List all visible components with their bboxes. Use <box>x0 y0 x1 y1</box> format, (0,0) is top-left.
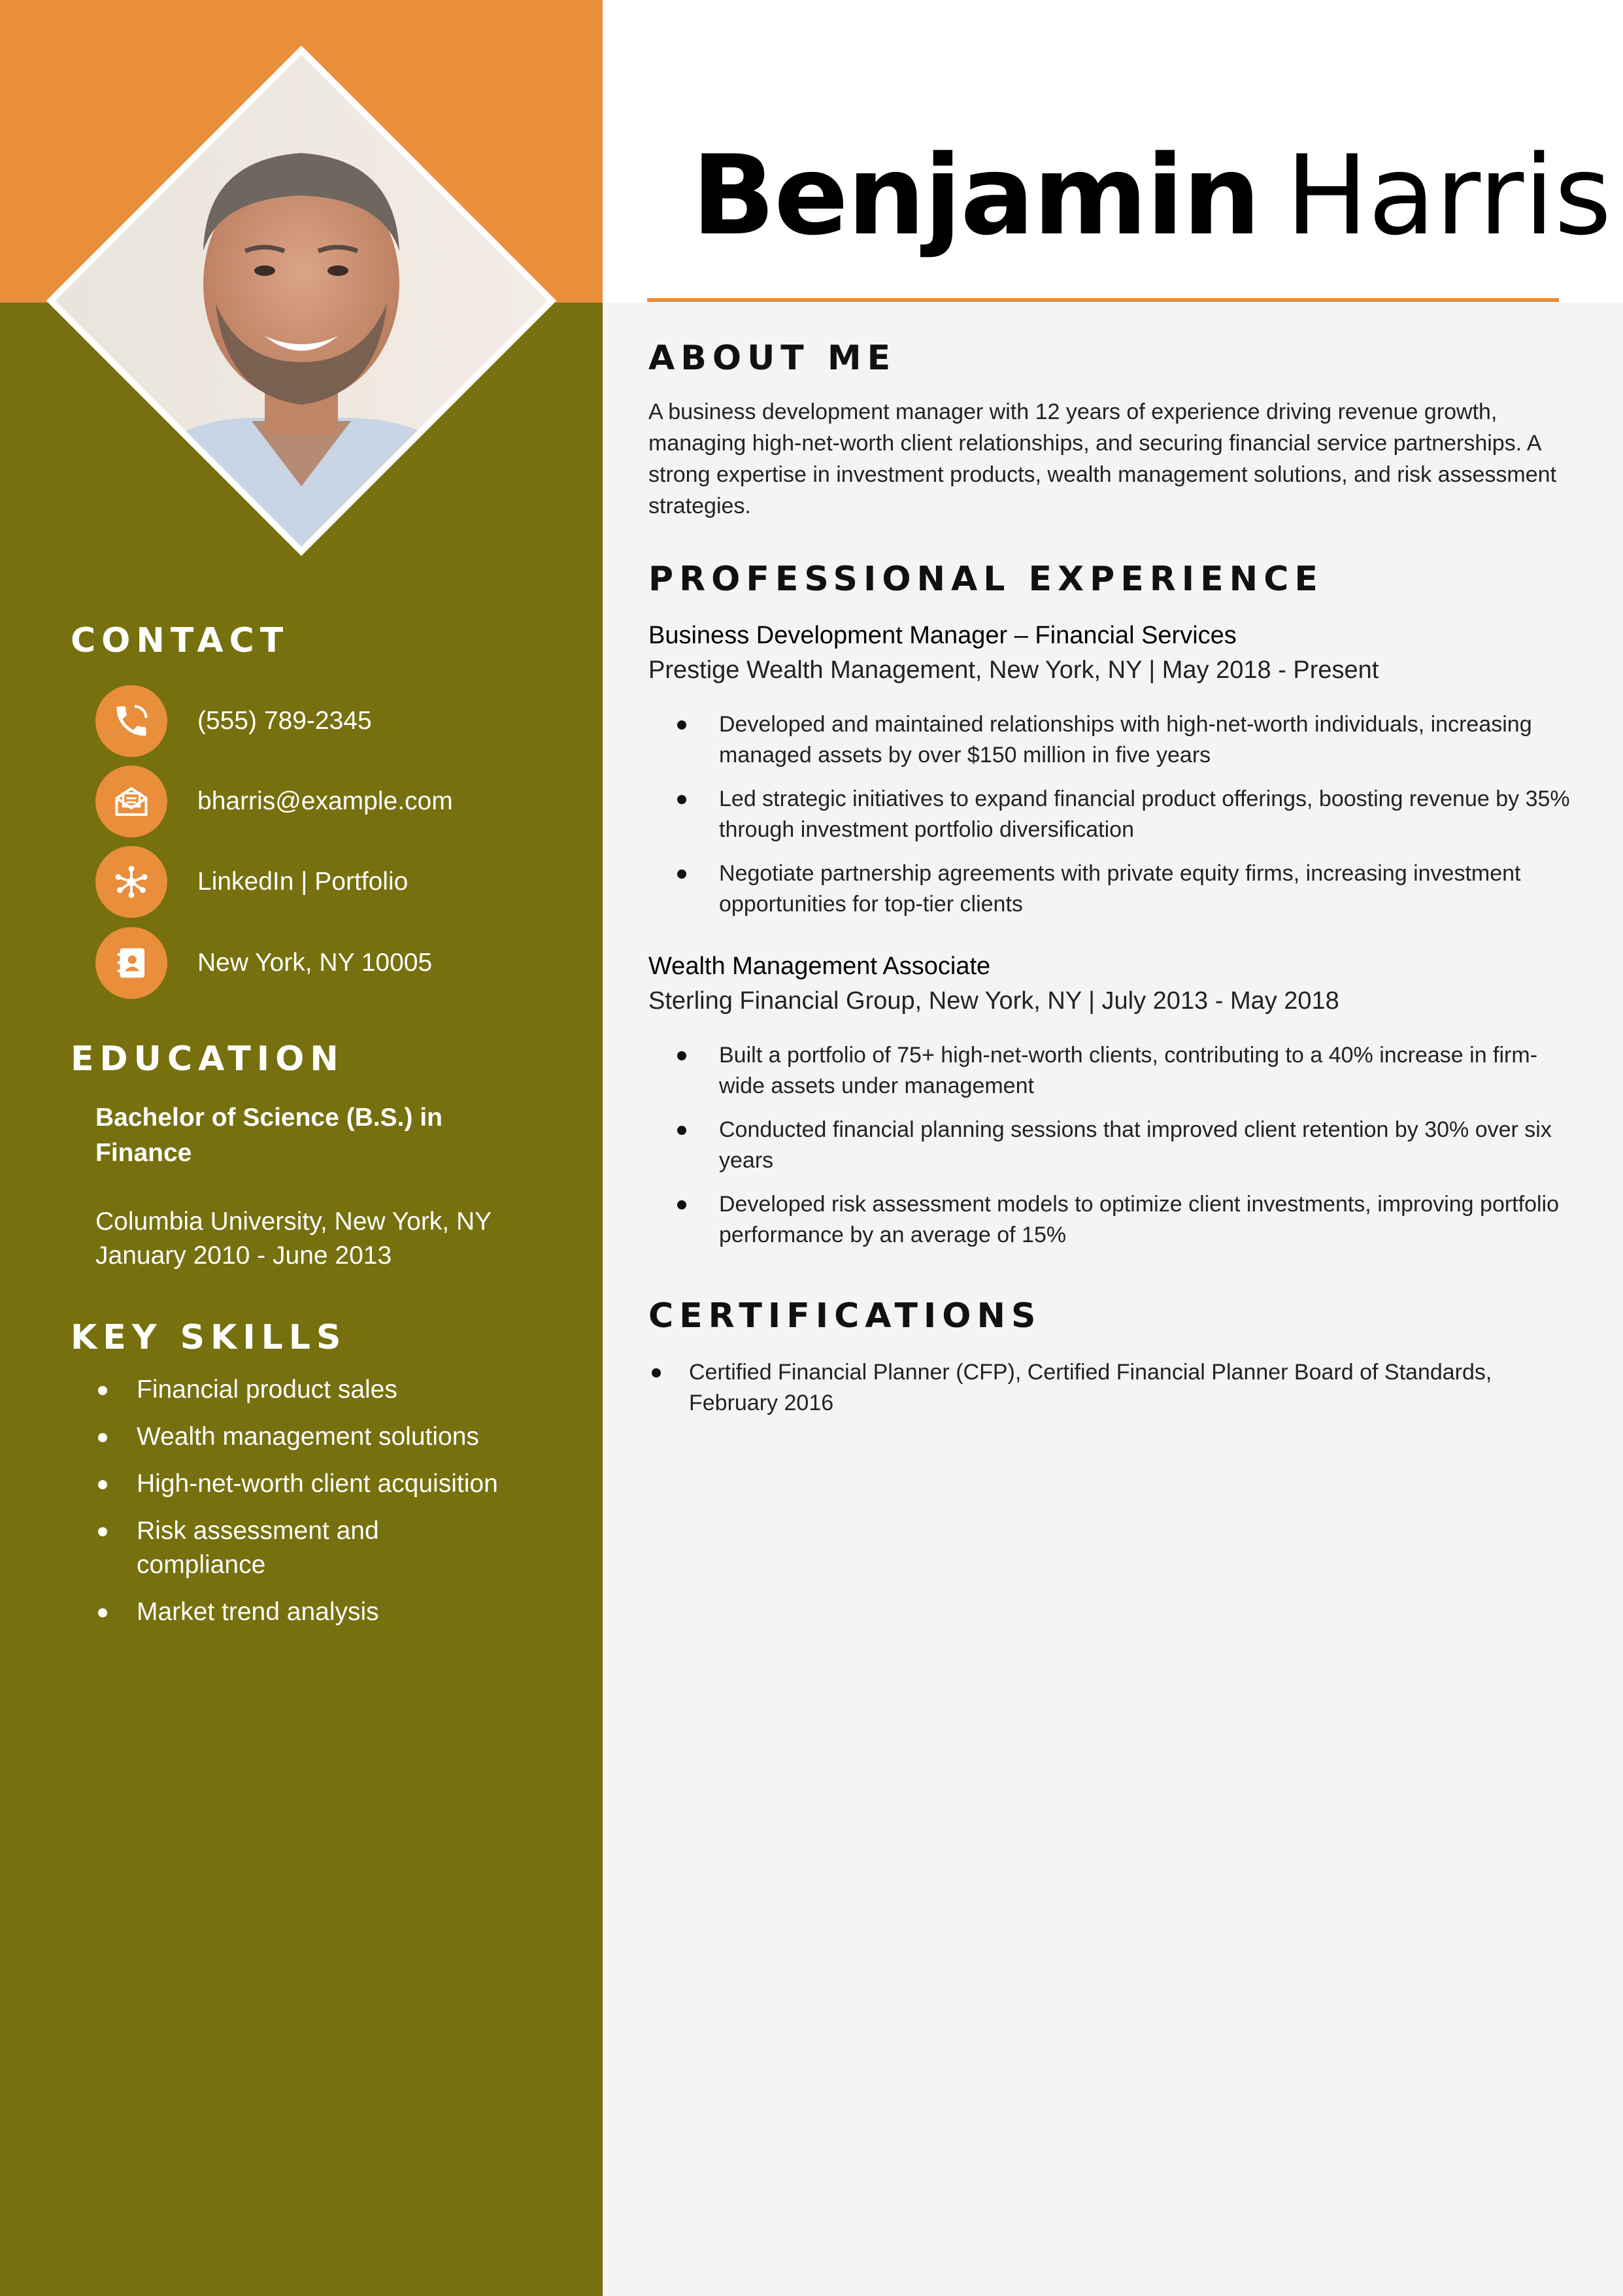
skill-text: High-net-worth client acquisition <box>137 1470 498 1498</box>
bullet-text: Developed risk assessment models to optimize client investments, improving portfolio performance by an average of 15% <box>719 1192 1559 1247</box>
job-bullet <box>648 1040 1577 1102</box>
contact-phone-text: (555) 789-2345 <box>197 707 372 735</box>
skill-text: Market trend analysis <box>137 1598 379 1626</box>
about-text: A business development manager with 12 years of experience driving revenue growth, managing high-net-worth client relationships, and securing financial service partnerships. A strong expertise in investment products, wealth management solutions, and risk assessment strategies. <box>648 399 1557 518</box>
skill-item <box>95 1514 411 1582</box>
contact-email[interactable] <box>95 766 453 837</box>
job-title: Wealth Management Associate <box>648 953 991 980</box>
job-bullet <box>648 709 1577 771</box>
education-school: Columbia University, New York, NY <box>95 1207 492 1236</box>
skills-list <box>95 1373 553 1642</box>
skill-text: Risk assessment and compliance <box>137 1517 379 1579</box>
certifications-list <box>648 1357 1577 1419</box>
job-meta: Sterling Financial Group, New York, NY | July 2013 - May 2018 <box>648 987 1339 1015</box>
certifications-heading: CERTIFICATIONS <box>648 1296 1042 1336</box>
skill-item <box>95 1595 553 1629</box>
bullet-dot <box>98 1608 107 1617</box>
contact-address <box>95 927 432 999</box>
skill-item <box>95 1373 553 1407</box>
name-divider <box>647 298 1559 302</box>
bullet-dot <box>98 1386 107 1395</box>
bullet-dot <box>677 720 686 730</box>
last-name: Harris <box>1285 131 1612 260</box>
education-degree: Bachelor of Science (B.S.) in Finance <box>95 1104 443 1167</box>
sidebar <box>0 303 603 2296</box>
about-heading: ABOUT ME <box>648 339 897 378</box>
education-heading: EDUCATION <box>71 1039 344 1079</box>
bullet-dot <box>677 1051 686 1060</box>
job-bullets <box>648 1040 1577 1264</box>
job-bullet <box>648 1115 1577 1176</box>
skills-heading: KEY SKILLS <box>71 1318 347 1357</box>
network-icon <box>95 846 167 918</box>
bullet-text: Developed and maintained relationships with high-net-worth individuals, increasing managed assets by over $150 million in five years <box>719 712 1532 768</box>
skill-item <box>95 1420 553 1454</box>
skill-item <box>95 1467 553 1501</box>
contact-links-text: LinkedIn | Portfolio <box>197 868 409 896</box>
experience-heading: PROFESSIONAL EXPERIENCE <box>648 560 1324 599</box>
photo-image <box>56 55 547 547</box>
bullet-dot <box>677 1126 686 1135</box>
job-bullets <box>648 709 1577 933</box>
education-dates: January 2010 - June 2013 <box>95 1241 392 1270</box>
address-book-icon <box>95 927 167 999</box>
bullet-dot <box>677 869 686 879</box>
job-title: Business Development Manager – Financial Services <box>648 622 1237 649</box>
certification-text: Certified Financial Planner (CFP), Certified Financial Planner Board of Standards, February 2016 <box>689 1360 1492 1415</box>
bullet-text: Negotiate partnership agreements with private equity firms, increasing investment opportunities for top-tier clients <box>719 861 1521 917</box>
job-bullet <box>648 1189 1577 1251</box>
bullet-dot <box>677 1200 686 1209</box>
contact-heading: CONTACT <box>71 621 290 660</box>
bullet-dot <box>98 1480 107 1489</box>
bullet-dot <box>652 1368 661 1377</box>
bullet-text: Led strategic initiatives to expand financial product offerings, boosting revenue by 35% through investment portfolio diversification <box>719 786 1570 842</box>
job-bullet <box>648 858 1577 920</box>
email-icon <box>95 766 167 837</box>
skill-text: Financial product sales <box>137 1376 397 1404</box>
contact-links[interactable] <box>95 846 408 918</box>
contact-address-text: New York, NY 10005 <box>197 949 433 977</box>
first-name: Benjamin <box>692 131 1260 260</box>
photo-frame <box>46 46 557 556</box>
skill-text: Wealth management solutions <box>137 1423 479 1451</box>
candidate-name <box>692 131 1612 260</box>
phone-icon <box>95 685 167 757</box>
bullet-text: Built a portfolio of 75+ high-net-worth clients, contributing to a 40% increase in firm-wide assets under management <box>719 1043 1538 1098</box>
bullet-dot <box>98 1527 107 1536</box>
contact-email-text: bharris@example.com <box>197 787 453 815</box>
bullet-dot <box>98 1433 107 1442</box>
job-meta: Prestige Wealth Management, New York, NY | May 2018 - Present <box>648 656 1379 684</box>
profile-photo <box>121 120 482 481</box>
contact-phone[interactable] <box>95 685 372 757</box>
bullet-text: Conducted financial planning sessions that improved client retention by 30% over six years <box>719 1117 1552 1173</box>
certification-item <box>648 1357 1577 1419</box>
bullet-dot <box>677 795 686 804</box>
job-bullet <box>648 784 1577 845</box>
